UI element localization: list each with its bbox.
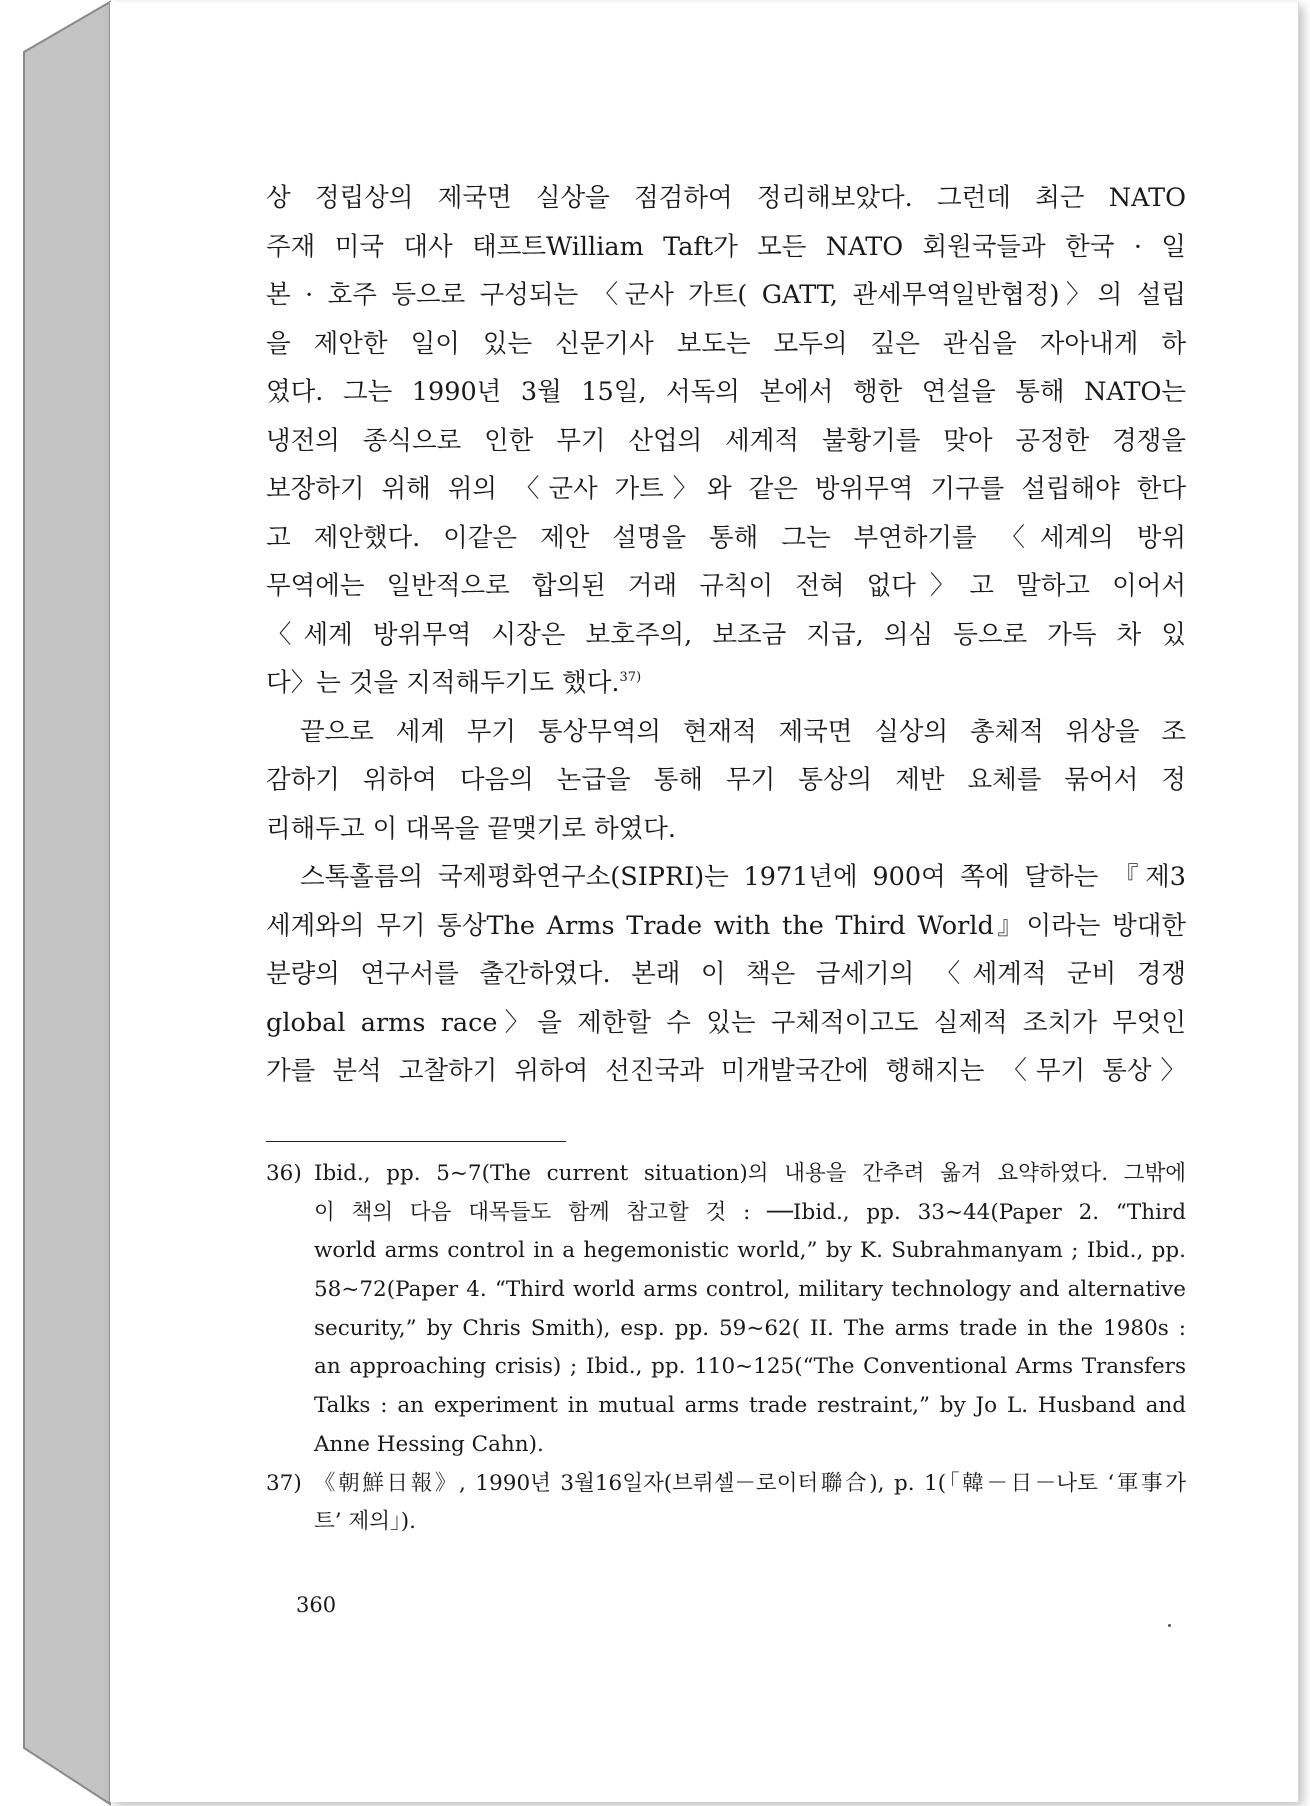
footnote-line: an approaching crisis) ; Ibid., pp. 110~125(“The Conventional Arms Transfers (314, 1354, 1186, 1380)
text-line: 〈세계 방위무역 시장은 보호주의, 보조금 지급, 의심 등으로 가득 차 있 (266, 619, 1186, 650)
footnote-divider (266, 1141, 566, 1142)
text-line: 스톡홀름의 국제평화연구소(SIPRI)는 1971년에 900여 쪽에 달하는 『제3 (300, 862, 1186, 892)
text-line: 세계와의 무기 통상The Arms Trade with the Third World』이라는 방대한 (266, 910, 1186, 941)
scan-speck (1168, 1624, 1171, 1627)
book-page (110, 2, 1299, 1802)
footnote-line: Anne Hessing Cahn). (314, 1431, 544, 1457)
text-line: 끝으로 세계 무기 통상무역의 현재적 제국면 실상의 총체적 위상을 조 (300, 716, 1186, 747)
text-line: 상 정립상의 제국면 실상을 점검하여 정리해보았다. 그런데 최근 NATO (266, 183, 1186, 213)
footnote-line: 이 책의 다음 대목들도 함께 참고할 것 : ──Ibid., pp. 33~44(Paper 2. “Third (314, 1199, 1186, 1225)
footnote-36 (266, 1155, 1186, 1465)
text-line: 리해두고 이 대목을 끝맺기로 하였다. (266, 813, 677, 844)
paragraph-3 (266, 853, 1186, 1096)
footnote-line: world arms control in a hegemonistic world,” by K. Subrahmanyam ; Ibid., pp. (314, 1238, 1186, 1264)
page-number: 360 (296, 1593, 337, 1617)
footnote-line: security,” by Chris Smith), esp. pp. 59~62( II. The arms trade in the 1980s : (314, 1315, 1186, 1341)
footnote-line: 58~72(Paper 4. “Third world arms control, military technology and alternative (314, 1277, 1186, 1303)
footnote-ref-37[interactable]: 37) (619, 670, 642, 685)
footnote-line: 《朝鮮日報》, 1990년 3월16일자(브뤼셀－로이터聯合), p. 1(「韓－日－나토 ‘軍事가 (314, 1470, 1186, 1496)
text-line: 본 · 호주 등으로 구성되는 〈군사 가트( GATT, 관세무역일반협정)〉의 설립 (266, 280, 1186, 310)
paragraph-2 (266, 708, 1186, 854)
text-line: 분량의 연구서를 출간하였다. 본래 이 책은 금세기의 〈세계적 군비 경쟁 (266, 959, 1186, 989)
text-line: 주재 미국 대사 태프트William Taft가 모든 NATO 회원국들과 한국 · 일 (266, 231, 1186, 262)
text-line: 고 제안했다. 이같은 제안 설명을 통해 그는 부연하기를 〈세계의 방위 (266, 522, 1186, 553)
text-line: 무역에는 일반적으로 합의된 거래 규칙이 전혀 없다〉고 말하고 이어서 (266, 571, 1186, 601)
main-text (266, 174, 1186, 1096)
text-line: 였다. 그는 1990년 3월 15일, 서독의 본에서 행한 연설을 통해 NATO는 (266, 377, 1186, 407)
footnote-number: 37) (266, 1470, 302, 1496)
footnotes (266, 1155, 1186, 1542)
paragraph-1 (266, 174, 1186, 708)
text-line-content: 다〉는 것을 지적해두기도 했다. (266, 668, 620, 698)
footnote-line: 트’ 제의」). (314, 1509, 416, 1535)
text-line (266, 659, 1186, 708)
text-line: 을 제안한 일이 있는 신문기사 보도는 모두의 깊은 관심을 자아내게 하 (266, 328, 1186, 359)
text-line: global arms race〉을 제한할 수 있는 구체적이고도 실제적 조치가 무엇인 (266, 1007, 1186, 1038)
text-line: 냉전의 종식으로 인한 무기 산업의 세계적 불황기를 맞아 공정한 경쟁을 (266, 425, 1186, 456)
footnote-37 (266, 1465, 1186, 1542)
text-line: 가를 분석 고찰하기 위하여 선진국과 미개발국간에 행해지는 〈무기 통상〉 (266, 1056, 1186, 1086)
footnote-number: 36) (266, 1161, 302, 1186)
text-line: 감하기 위하여 다음의 논급을 통해 무기 통상의 제반 요체를 묶어서 정 (266, 765, 1186, 795)
footnote-line: Ibid., pp. 5~7(The current situation)의 내용을 간추려 옮겨 요약하였다. 그밖에 (314, 1161, 1186, 1186)
text-line: 보장하기 위해 위의 〈군사 가트〉와 같은 방위무역 기구를 설립해야 한다 (266, 474, 1186, 504)
footnote-line: Talks : an experiment in mutual arms trade restraint,” by Jo L. Husband and (314, 1393, 1186, 1419)
